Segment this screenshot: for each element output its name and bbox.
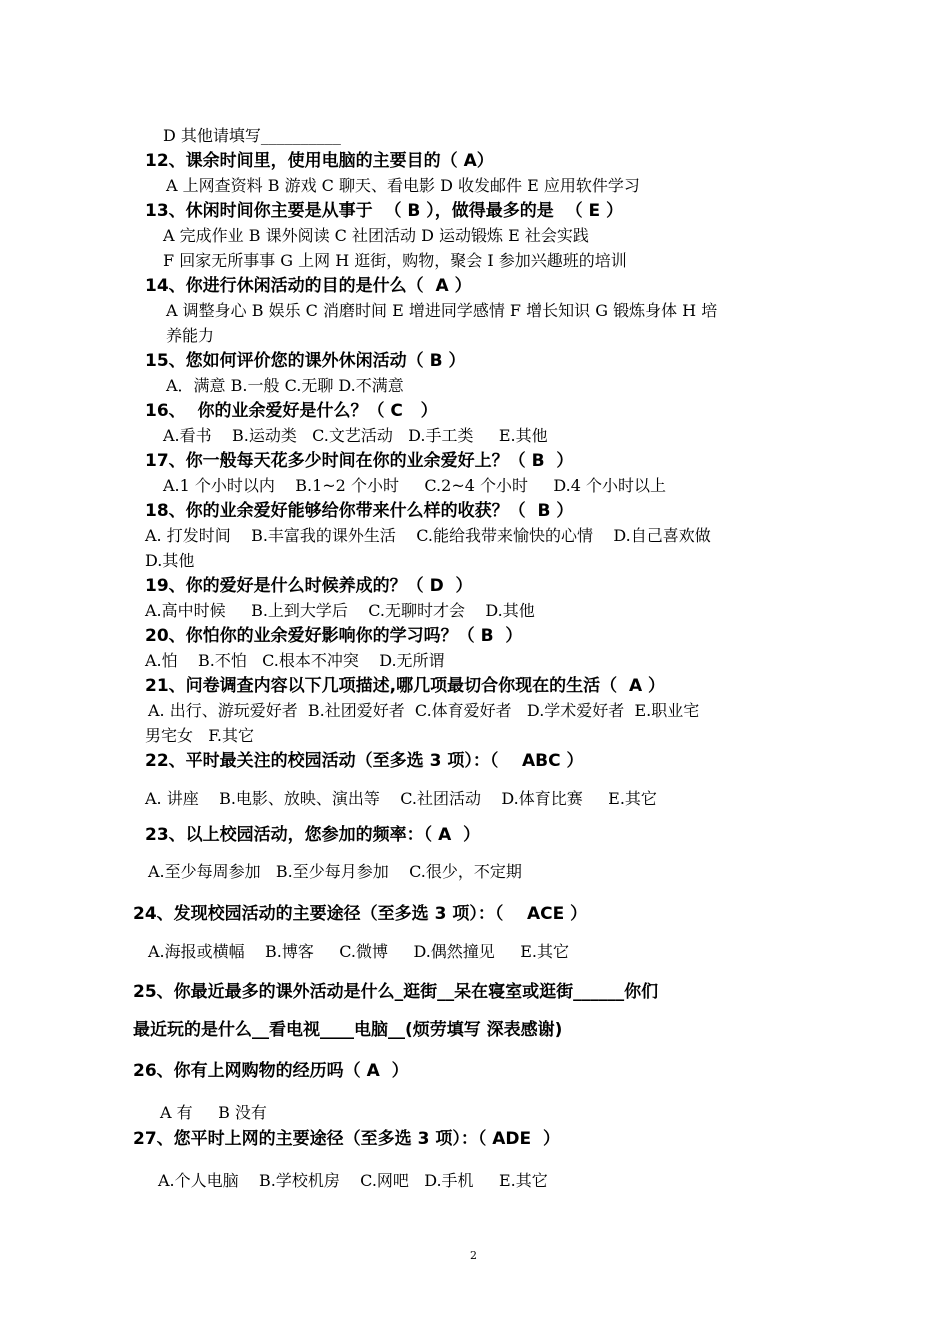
question-20: 20、你怕你的业余爱好影响你的学习吗？（ B ） [145, 626, 523, 646]
q15-options: A．满意 B.一般 C.无聊 D.不满意 [166, 376, 404, 395]
q24-options: A.海报或横幅 B.博客 C.微博 D.偶然撞见 E.其它 [148, 942, 569, 961]
q14-options-line2: 养能力 [166, 326, 215, 345]
q27-options: A.个人电脑 B.学校机房 C.网吧 D.手机 E.其它 [158, 1171, 548, 1190]
question-17: 17、你一般每天花多少时间在你的业余爱好上？（ B ） [145, 451, 574, 471]
question-19: 19、你的爱好是什么时候养成的？（ D ） [145, 576, 473, 596]
q22-options: A. 讲座 B.电影、放映、演出等 C.社团活动 D.体育比赛 E.其它 [145, 789, 657, 808]
q17-options: A.1 个小时以内 B.1~2 个小时 C.2~4 个小时 D.4 个小时以上 [163, 476, 667, 495]
q21-options-line1: A. 出行、游玩爱好者 B.社团爱好者 C.体育爱好者 D.学术爱好者 E.职业宅 [148, 701, 700, 720]
q18-options-line1: A. 打发时间 B.丰富我的课外生活 C.能给我带来愉快的心情 D.自己喜欢做 [145, 526, 711, 545]
question-24: 24、发现校园活动的主要途径（至多选 3 项）：（ ACE ） [133, 904, 588, 924]
question-23: 23、以上校园活动，您参加的频率：（ A ） [145, 825, 481, 845]
q23-options: A.至少每周参加 B.至少每月参加 C.很少，不定期 [148, 862, 522, 881]
q26-options: A 有 B 没有 [160, 1103, 267, 1122]
q16-options: A.看书 B.运动类 C.文艺活动 D.手工类 E.其他 [163, 426, 548, 445]
question-13: 13、休闲时间你主要是从事于 （ B ），做得最多的是 （ E ） [145, 201, 624, 221]
question-12: 12、课余时间里，使用电脑的主要目的（ A） [145, 151, 494, 171]
question-26: 26、你有上网购物的经历吗（ A ） [133, 1061, 409, 1081]
page-number: 2 [470, 1249, 477, 1262]
q13-options-line1: A 完成作业 B 课外阅读 C 社团活动 D 运动锻炼 E 社会实践 [163, 226, 589, 245]
q14-options-line1: A 调整身心 B 娱乐 C 消磨时间 E 增进同学感情 F 增长知识 G 锻炼身体 H 培 [166, 301, 718, 320]
question-15: 15、您如何评价您的课外休闲活动（ B ） [145, 351, 466, 371]
question-18: 18、你的业余爱好能够给你带来什么样的收获？（ B ） [145, 501, 574, 521]
q19-options: A.高中时候 B.上到大学后 C.无聊时才会 D.其他 [145, 601, 535, 620]
q20-options: A.怕 B.不怕 C.根本不冲突 D.无所谓 [145, 651, 445, 670]
question-14: 14、你进行休闲活动的目的是什么（ A ） [145, 276, 472, 296]
q21-options-line2: 男宅女 F.其它 [145, 726, 254, 745]
q13-options-line2: F 回家无所事事 G 上网 H 逛街，购物，聚会 I 参加兴趣班的培训 [163, 251, 627, 270]
question-21: 21、问卷调查内容以下几项描述,哪几项最切合你现在的生活（ A ） [145, 676, 666, 696]
q18-options-line2: D.其他 [145, 551, 195, 570]
question-27: 27、您平时上网的主要途径（至多选 3 项）：（ ADE ） [133, 1129, 560, 1149]
q11-option-d: D 其他请填写__________ [163, 126, 341, 145]
question-25-line1: 25、你最近最多的课外活动是什么_逛街__呆在寝室或逛街______你们 [133, 982, 659, 1002]
question-25-line2: 最近玩的是什么__看电视____电脑__(烦劳填写 深表感谢) [133, 1020, 563, 1040]
q12-options: A 上网查资料 B 游戏 C 聊天、看电影 D 收发邮件 E 应用软件学习 [166, 176, 640, 195]
question-22: 22、平时最关注的校园活动（至多选 3 项）：（ ABC ） [145, 751, 584, 771]
question-16: 16、 你的业余爱好是什么？（ C ） [145, 401, 438, 421]
